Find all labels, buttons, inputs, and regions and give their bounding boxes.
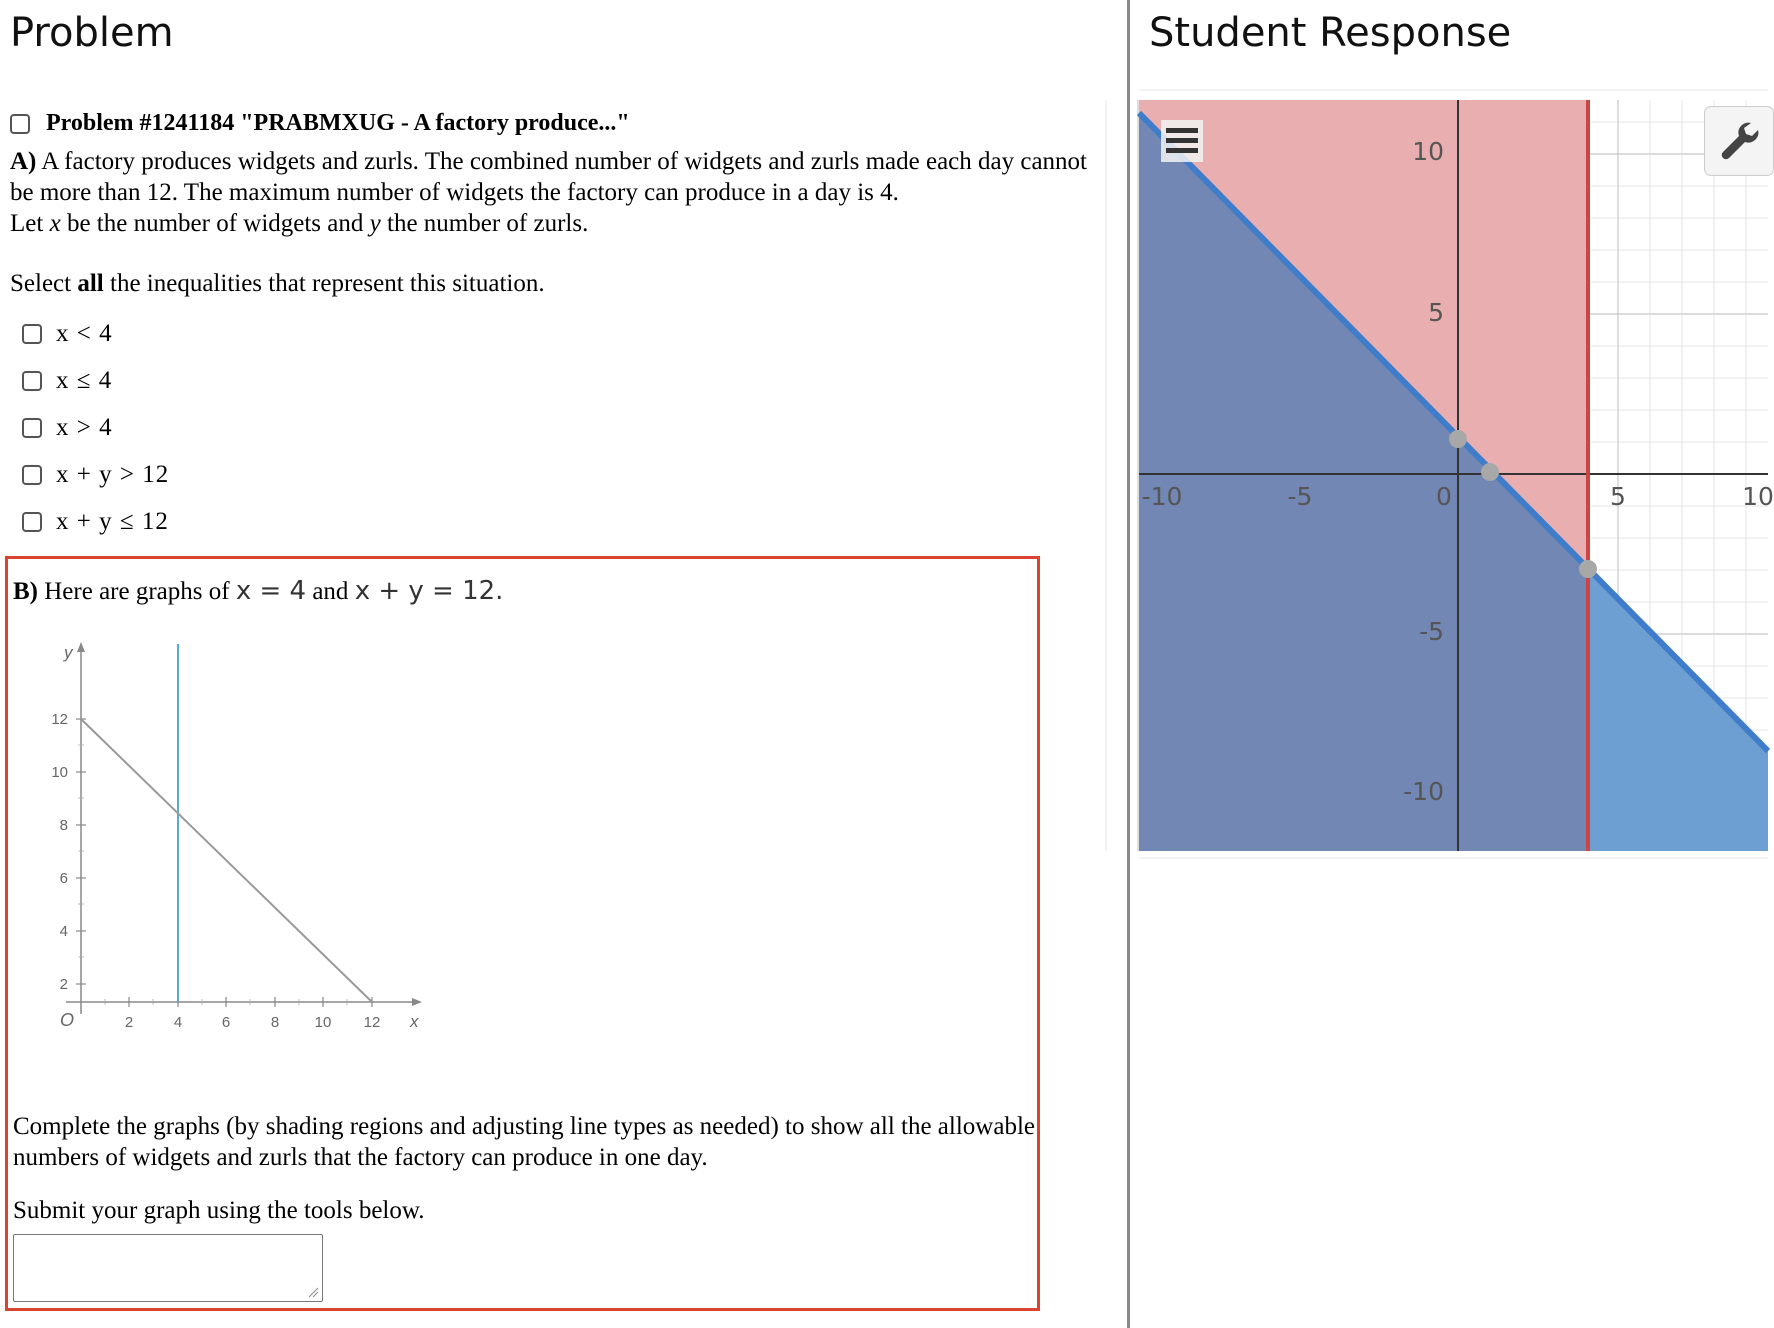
part-b-box (5, 556, 1040, 1311)
inequality-options (22, 310, 169, 545)
point-y-intercept[interactable] (1449, 430, 1467, 448)
desmos-y-tick-neg10: -10 (1403, 777, 1444, 806)
x-tick-6: 6 (221, 1014, 231, 1031)
let-statement: Let x be the number of widgets and y the number of zurls. (10, 210, 589, 237)
problem-title: Problem #1241184 "PRABMXUG - A factory produce..." (46, 110, 630, 136)
option-checkbox[interactable] (22, 418, 42, 438)
x-tick-8: 8 (270, 1014, 280, 1031)
desmos-x-tick-10: 10 (1742, 482, 1774, 511)
part-a-line2: be more than 12. The maximum number of widgets the factory can produce in a day is 4. (10, 179, 899, 206)
response-heading: Student Response (1149, 10, 1512, 56)
option-checkbox[interactable] (22, 324, 42, 344)
desmos-canvas[interactable] (1139, 100, 1774, 851)
complete-instruction: Complete the graphs (by shading regions and adjusting line types as needed) to show all the allowable numbers of widgets and zurls that the factory can produce in one day. (13, 1113, 1035, 1171)
desmos-graph[interactable] (1139, 100, 1774, 851)
y-tick-12: 12 (51, 711, 68, 728)
option-checkbox[interactable] (22, 512, 42, 532)
option-x-less-4[interactable]: x < 4 (22, 310, 169, 357)
response-textarea[interactable] (13, 1234, 323, 1302)
x-tick-12: 12 (363, 1014, 381, 1031)
part-a-text (10, 146, 1087, 239)
part-a-line1: A factory produces widgets and zurls. The combined number of widgets and zurls made each day cannot (36, 148, 1088, 175)
origin-label: O (60, 1010, 75, 1030)
problem-heading: Problem (10, 10, 174, 56)
y-tick-10: 10 (51, 764, 68, 781)
region-sum-lte-12 (1588, 569, 1768, 851)
submit-instruction: Submit your graph using the tools below. (13, 1197, 425, 1224)
problem-select-checkbox[interactable] (10, 114, 30, 134)
problem-header (10, 110, 630, 137)
x-axis-label: x (410, 1012, 419, 1031)
x-tick-10: 10 (314, 1014, 332, 1031)
student-response-panel (1130, 0, 1774, 1328)
y-tick-8: 8 (59, 817, 68, 834)
wrench-icon[interactable] (1704, 106, 1774, 176)
select-instruction: Select all the inequalities that represent this situation. (10, 270, 545, 297)
x-tick-2: 2 (124, 1014, 134, 1031)
option-sum-lte-12[interactable]: x + y ≤ 12 (22, 498, 169, 545)
option-x-lte-4[interactable]: x ≤ 4 (22, 357, 169, 404)
equation-sum-12: x + y = 12. (354, 576, 504, 606)
hamburger-icon[interactable] (1161, 120, 1203, 162)
desmos-x-tick-neg5: -5 (1287, 482, 1313, 511)
part-b-intro: B) Here are graphs of x = 4 and x + y = 12. (13, 576, 504, 606)
desmos-x-tick-0: 0 (1436, 482, 1452, 511)
x-tick-4: 4 (173, 1014, 183, 1031)
option-checkbox[interactable] (22, 371, 42, 391)
option-x-greater-4[interactable]: x > 4 (22, 404, 169, 451)
desmos-y-tick-10: 10 (1412, 137, 1444, 166)
y-tick-6: 6 (59, 870, 68, 887)
option-checkbox[interactable] (22, 465, 42, 485)
reference-graph (28, 634, 428, 1034)
desmos-y-tick-neg5: -5 (1419, 617, 1444, 646)
line-x-plus-y-12 (81, 719, 372, 1002)
y-axis-label: y (64, 643, 73, 662)
y-tick-4: 4 (59, 923, 68, 940)
part-a-label: A) (10, 148, 37, 175)
desmos-y-tick-5: 5 (1428, 298, 1444, 327)
desmos-x-tick-5: 5 (1610, 482, 1626, 511)
point-x-intercept[interactable] (1481, 463, 1499, 481)
desmos-x-tick-neg10: -10 (1141, 482, 1183, 511)
point-intersection[interactable] (1579, 560, 1597, 578)
option-sum-greater-12[interactable]: x + y > 12 (22, 451, 169, 498)
y-tick-2: 2 (59, 976, 68, 993)
equation-x-4: x = 4 (235, 576, 307, 606)
resize-grip-icon[interactable] (307, 1286, 319, 1298)
